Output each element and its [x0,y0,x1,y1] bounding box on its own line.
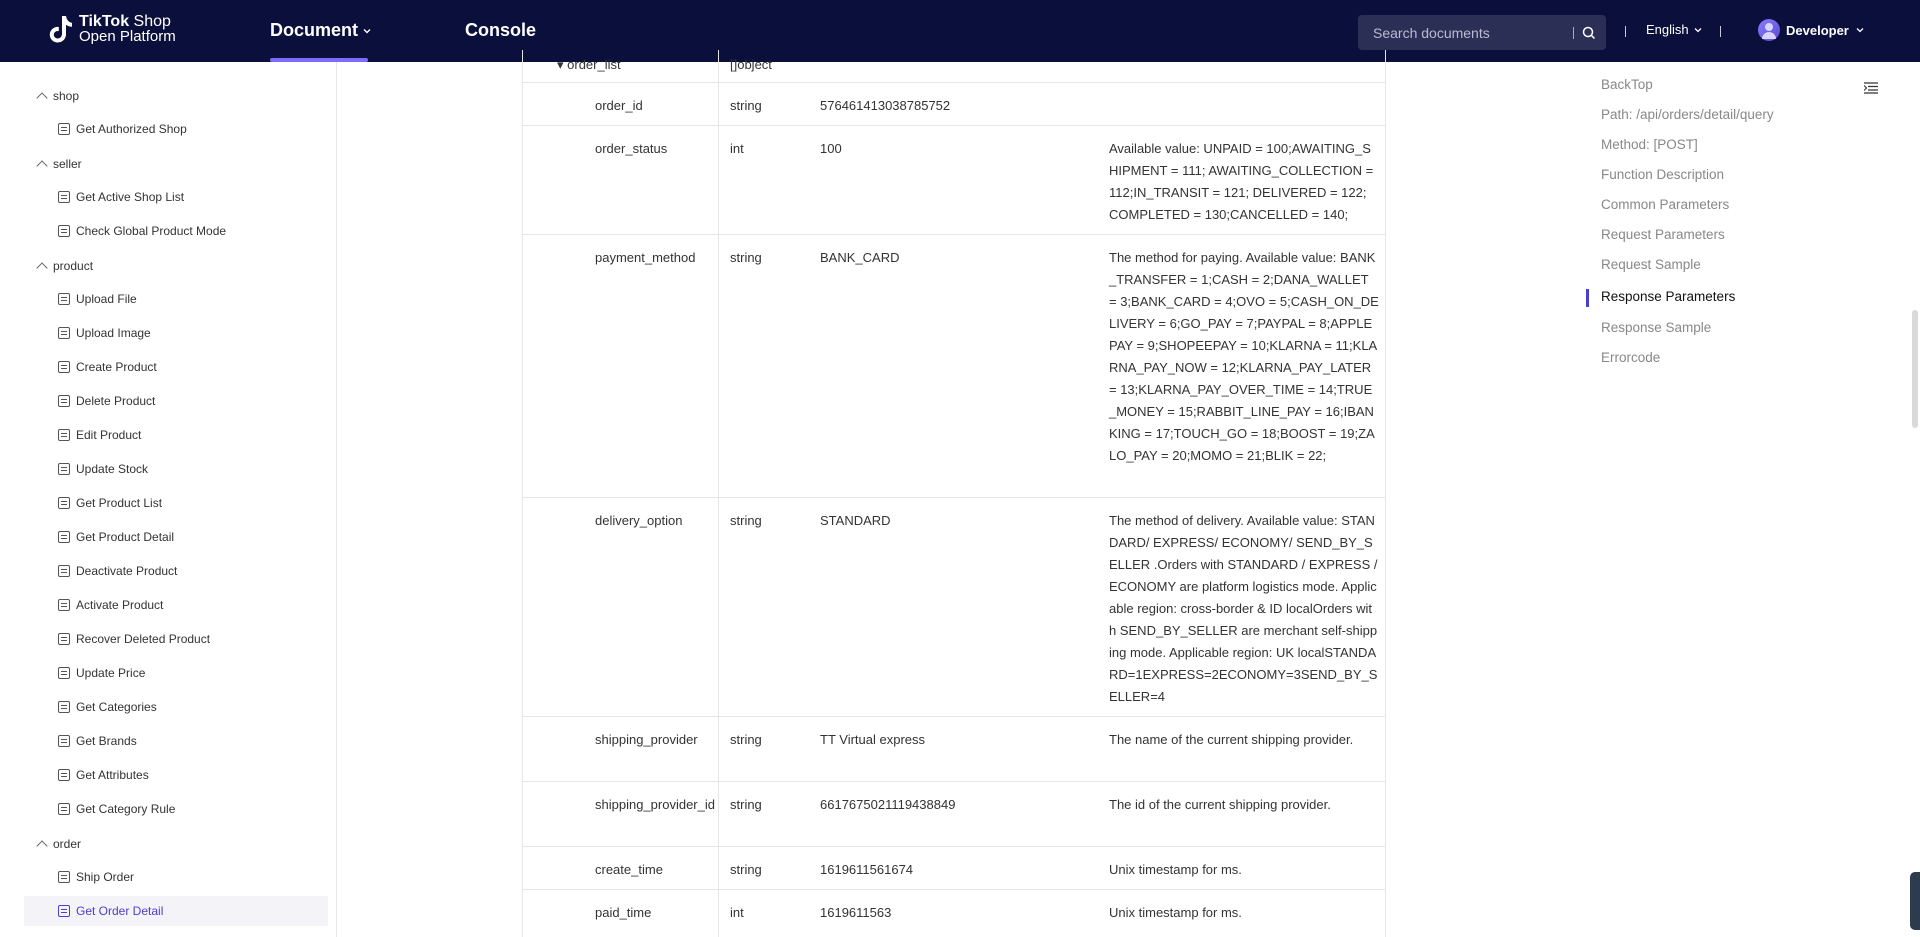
sidebar-item-get-categories[interactable] [24,692,328,722]
document-icon [58,429,70,441]
user-avatar-icon [1758,19,1780,41]
document-icon [58,497,70,509]
sidebar-item-update-price[interactable] [24,658,328,688]
sidebar-item-label: Upload Image [76,326,151,340]
group-label: shop [53,89,80,103]
toc-item-common-parameters[interactable]: Common Parameters [1601,197,1730,212]
sidebar-item-label: Get Product List [76,496,163,510]
param-description: The id of the current shipping provider. [1109,797,1331,812]
sidebar-item-label: Recover Deleted Product [76,632,211,646]
document-icon [58,463,70,475]
sidebar-item-label: Update Stock [76,462,149,476]
param-name: delivery_option [595,513,683,528]
chevron-up-icon [36,160,47,171]
param-type: string [730,732,762,747]
tiktok-shop-logo[interactable] [47,14,176,44]
param-description: The method of delivery. Available value: STANDARD/ EXPRESS/ ECONOMY/ SEND_BY_SELLER .Orders with STANDARD / EXPRESS / ECONOMY are platform logistics mode. Applicable region: cross-border & ID localOrders with SEND_BY_SELLER are merchant self-shipping mode. Applicable region: UK localSTANDARD=1EXPRESS=2ECONOMY=3SEND_BY_SELLER=4 [1109,513,1378,704]
chevron-up-icon [36,262,47,273]
chevron-down-icon [362,26,372,36]
toc-active-indicator [1586,289,1589,307]
sidebar-item-label: Deactivate Product [76,564,178,578]
sidebar-item-get-authorized-shop[interactable] [24,114,328,144]
table-row [523,497,1385,716]
group-label: seller [53,157,82,171]
sidebar-item-upload-file[interactable] [24,284,328,314]
document-icon [58,803,70,815]
search-box[interactable] [1358,15,1606,50]
param-name: ▾ order_list [557,57,621,72]
document-icon [58,905,70,917]
docs-sidebar [0,62,337,937]
sidebar-item-label: Get Authorized Shop [76,122,187,136]
sidebar-item-upload-image[interactable] [24,318,328,348]
sidebar-item-label: Get Product Detail [76,530,175,544]
sidebar-item-get-category-rule[interactable] [24,794,328,824]
document-icon [58,599,70,611]
toc-item-request-parameters[interactable]: Request Parameters [1601,227,1725,242]
search-divider [1573,27,1574,39]
sidebar-item-label: Ship Order [76,870,135,884]
param-name: order_status [595,141,668,156]
document-icon [58,327,70,339]
logo-text-tiktok: TikTok [79,13,130,30]
chevron-up-icon [36,840,47,851]
document-icon [58,633,70,645]
param-name: paid_time [595,905,652,920]
user-name: Developer [1786,22,1849,38]
language-label: English [1646,22,1689,37]
toc-item-errorcode[interactable]: Errorcode [1601,350,1661,365]
sidebar-item-label: Check Global Product Mode [76,224,227,238]
chevron-down-icon [1693,25,1703,35]
header-divider [1625,26,1626,37]
document-icon [58,123,70,135]
table-row [523,781,1385,846]
chevron-up-icon [36,92,47,103]
response-parameters-table [522,50,1386,937]
toc-item-response-parameters[interactable]: Response Parameters [1601,289,1736,304]
param-type: string [730,797,762,812]
table-row [523,125,1385,234]
param-description: The name of the current shipping provider. [1109,732,1354,747]
sidebar-item-label: Get Active Shop List [76,190,185,204]
group-label: product [53,259,94,273]
nav-console-link[interactable]: Console [465,20,537,40]
sidebar-item-label: Upload File [76,292,137,306]
table-row [523,716,1385,781]
sidebar-item-get-product-list[interactable] [24,488,328,518]
sidebar-item-recover-deleted-product[interactable] [24,624,328,654]
document-icon [58,225,70,237]
search-input[interactable] [1371,24,1573,42]
sidebar-item-activate-product[interactable] [24,590,328,620]
param-example: 6617675021119438849 [820,797,956,812]
floating-help-widget[interactable] [1910,872,1920,930]
toc-item-backtop[interactable]: BackTop [1601,77,1653,92]
sidebar-item-label: Get Brands [76,734,137,748]
document-icon [58,565,70,577]
toc-item-method[interactable]: Method: [POST] [1601,137,1698,152]
sidebar-item-check-global-product-mode[interactable] [24,216,328,246]
param-description: Unix timestamp for ms. [1109,905,1242,920]
sidebar-item-label: Get Order Detail [76,904,164,918]
sidebar-group-order[interactable] [38,837,81,851]
toc-item-request-sample[interactable]: Request Sample [1601,257,1701,272]
sidebar-item-get-brands[interactable] [24,726,328,756]
document-icon [58,667,70,679]
sidebar-item-label: Update Price [76,666,146,680]
sidebar-group-product[interactable] [38,259,93,273]
document-icon [58,191,70,203]
param-name: order_id [595,98,643,113]
sidebar-item-label: Get Categories [76,700,157,714]
document-icon [58,293,70,305]
param-name: shipping_provider_id [595,797,715,812]
document-icon [58,701,70,713]
logo-text-open-platform: Open Platform [79,28,176,45]
sidebar-item-deactivate-product[interactable] [24,556,328,586]
chevron-down-icon [1855,25,1865,35]
header-divider [1720,26,1721,37]
document-icon [58,769,70,781]
param-type: int [730,141,744,156]
sidebar-group-seller[interactable] [38,157,82,171]
param-name: create_time [595,862,663,877]
document-icon [58,361,70,373]
sidebar-item-label: Edit Product [76,428,142,442]
toc-list-icon[interactable] [1864,82,1878,94]
param-type: string [730,250,762,265]
table-row [523,846,1385,889]
sidebar-item-edit-product[interactable] [24,420,328,450]
table-row [523,82,1385,125]
nav-document-label: Document [270,20,359,40]
toc-item-function-description[interactable]: Function Description [1601,167,1725,182]
user-menu[interactable] [1758,19,1865,41]
sidebar-item-get-active-shop-list[interactable] [24,182,328,212]
document-icon [58,735,70,747]
param-name: shipping_provider [595,732,698,747]
document-icon [58,531,70,543]
param-example: STANDARD [820,513,891,528]
sidebar-item-label: Create Product [76,360,157,374]
param-description: Unix timestamp for ms. [1109,862,1242,877]
nav-document-menu[interactable] [270,20,372,41]
sidebar-item-label: Get Attributes [76,768,149,782]
sidebar-item-create-product[interactable] [24,352,328,382]
param-example: TT Virtual express [820,732,926,747]
table-row-order-list [523,30,1385,82]
param-example: 1619611563 [820,905,892,920]
language-selector[interactable] [1646,22,1703,37]
sidebar-item-label: Delete Product [76,394,156,408]
table-row [523,234,1385,497]
tiktok-logo-icon [47,14,73,44]
sidebar-item-get-order-detail[interactable] [24,896,328,926]
param-description: Available value: UNPAID = 100;AWAITING_SHIPMENT = 111; AWAITING_COLLECTION = 112;IN_TRANSIT = 121; DELIVERED = 122; COMPLETED = 130;CANCELLED = 140; [1109,141,1374,222]
param-name: payment_method [595,250,696,265]
param-example: 576461413038785752 [820,98,951,113]
sidebar-item-label: Get Category Rule [76,802,176,816]
param-type: int [730,905,744,920]
logo-text-shop: Shop [129,13,171,30]
toc-item-path[interactable]: Path: /api/orders/detail/query [1601,107,1774,122]
sidebar-item-get-product-detail[interactable] [24,522,328,552]
toc-item-response-sample[interactable]: Response Sample [1601,320,1712,335]
group-label: order [53,837,82,851]
document-icon [58,871,70,883]
param-type: string [730,98,762,113]
param-description: The method for paying. Available value: BANK_TRANSFER = 1;CASH = 2;DANA_WALLET = 3;BANK_CARD = 4;OVO = 5;CASH_ON_DELIVERY = 6;GO_PAY = 7;PAYPAL = 8;APPLEPAY = 9;SHOPEEPAY = 10;KLARNA = 11;KLARNA_PAY_NOW = 12;KLARNA_PAY_LATER = 13;KLARNA_PAY_OVER_TIME = 14;TRUE_MONEY = 15;RABBIT_LINE_PAY = 16;IBANKING = 17;TOUCH_GO = 18;BOOST = 19;ZALO_PAY = 20;MOMO = 21;BLIK = 22; [1109,250,1379,463]
param-type: string [730,513,762,528]
sidebar-item-delete-product[interactable] [24,386,328,416]
param-type: string [730,862,762,877]
sidebar-item-ship-order[interactable] [24,862,328,892]
sidebar-item-update-stock[interactable] [24,454,328,484]
param-example: 100 [820,141,842,156]
sidebar-group-shop[interactable] [38,89,79,103]
param-type: []object [730,57,772,72]
param-example: BANK_CARD [820,250,900,265]
document-icon [58,395,70,407]
table-row [523,889,1385,937]
param-example: 1619611561674 [820,862,914,877]
sidebar-item-label: Activate Product [76,598,164,612]
search-icon[interactable] [1582,26,1596,40]
sidebar-item-get-attributes[interactable] [24,760,328,790]
page-scrollbar-thumb[interactable] [1912,310,1918,428]
